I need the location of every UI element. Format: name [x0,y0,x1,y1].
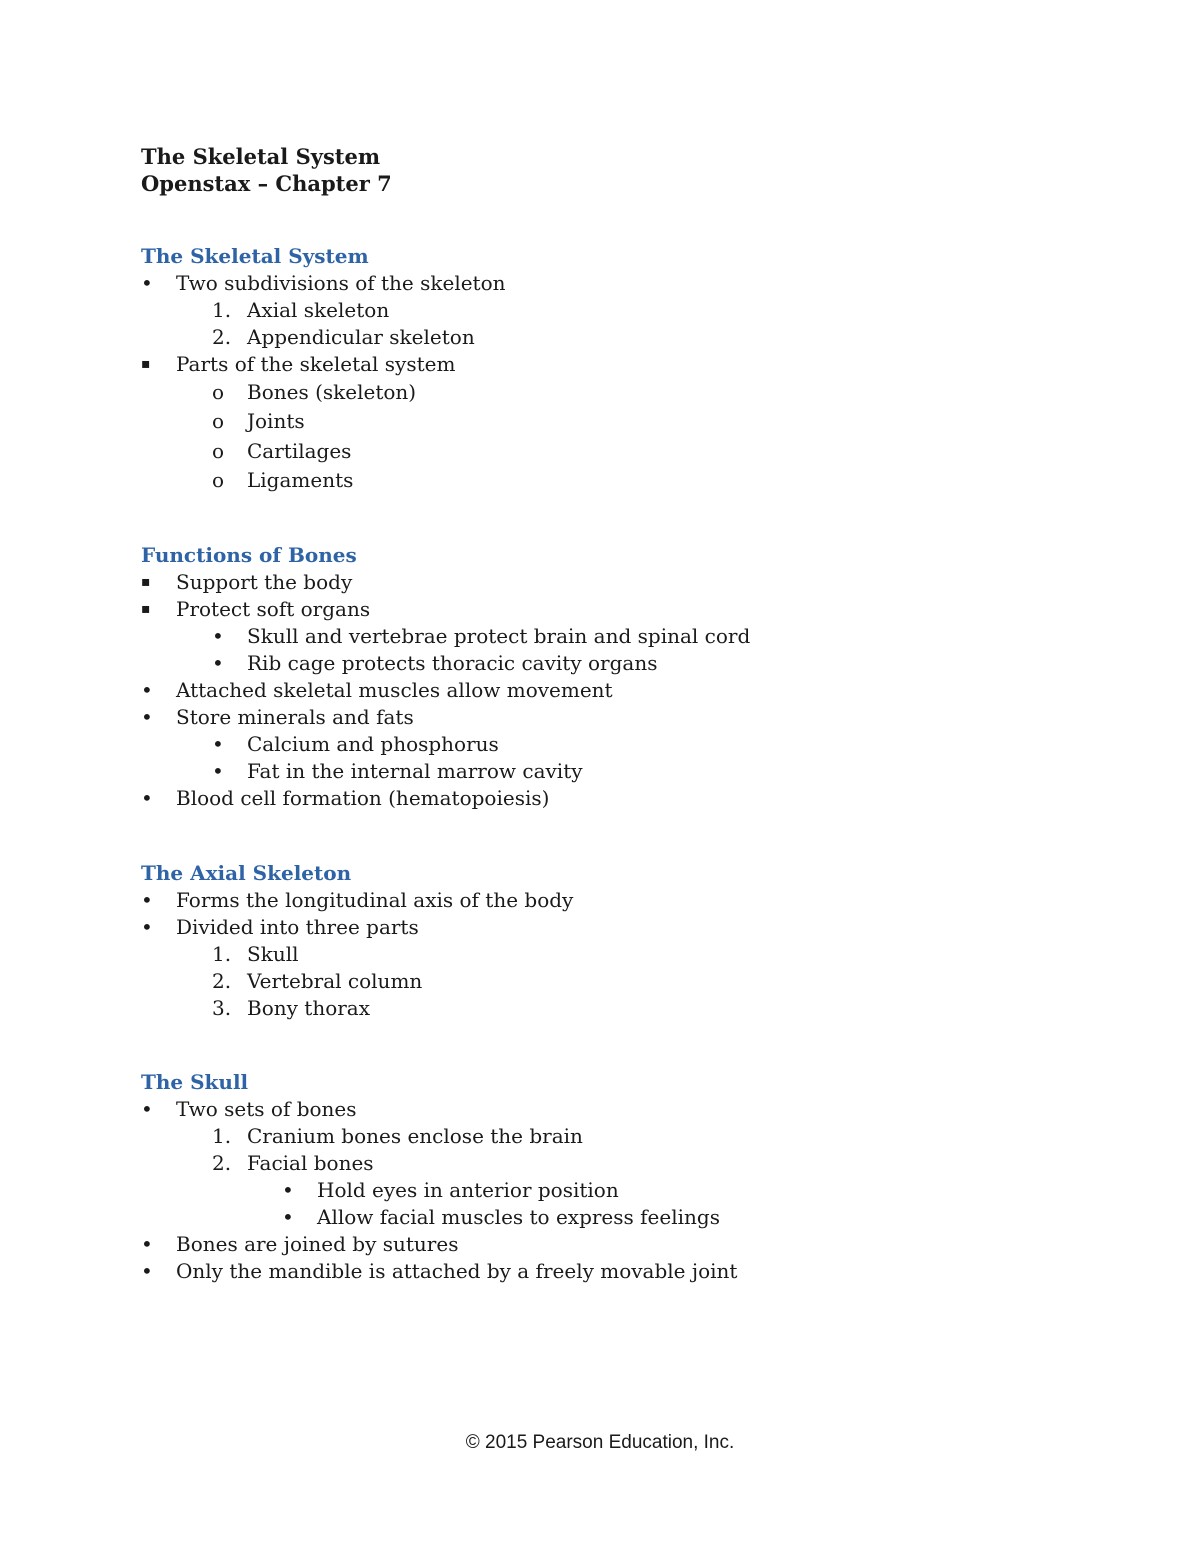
section-heading: The Skeletal System [141,244,369,268]
list-item-text: Bony thorax [247,996,370,1020]
bullet-marker: • [212,759,224,783]
list-item-text: Axial skeleton [247,298,390,322]
circle-bullet-marker: o [212,467,225,492]
section-skeletal-system [141,243,506,495]
list-item [141,569,750,596]
list-item [141,785,750,812]
section-heading: The Axial Skeleton [141,861,352,885]
bullet-marker: • [282,1178,294,1202]
list-item-text: Divided into three parts [176,915,419,939]
section-heading: Functions of Bones [141,543,357,567]
list-item-text: Appendicular skeleton [247,325,475,349]
bullet-marker: • [212,651,224,675]
list-item-text: Hold eyes in anterior position [317,1178,619,1202]
list-item-text: Allow facial muscles to express feelings [317,1205,720,1229]
section-heading: The Skull [141,1070,249,1094]
list-item [141,270,506,297]
list-item [141,1150,737,1177]
list-item [141,297,506,324]
bullet-marker: • [212,624,224,648]
list-item [141,758,750,785]
square-bullet-marker: ▪ [141,601,151,617]
circle-bullet-marker: o [212,380,225,404]
section-axial-skeleton [141,860,573,1022]
list-item-text: Parts of the skeletal system [176,352,456,376]
list-item-text: Ligaments [247,467,354,492]
document-title-block [141,143,392,197]
list-item [141,596,750,623]
list-item [141,914,573,941]
list-item [141,1231,737,1258]
number-marker: 2. [212,325,232,349]
list-item [141,324,506,351]
list-item [141,378,506,407]
list-item [141,1204,737,1231]
circle-bullet-marker: o [212,438,225,463]
copyright-footer: © 2015 Pearson Education, Inc. [465,1432,735,1453]
sub-list [141,378,506,495]
list-item-text: Fat in the internal marrow cavity [247,759,583,783]
list-item-text: Forms the longitudinal axis of the body [176,888,574,912]
bullet-marker: • [141,1097,153,1121]
number-marker: 1. [212,298,232,322]
list-item-text: Support the body [176,570,353,594]
list-item-text: Two sets of bones [176,1097,357,1121]
list-item-text: Two subdivisions of the skeleton [176,271,506,295]
square-bullet-marker: ▪ [141,574,151,590]
document-title: The Skeletal System [141,144,381,169]
list-item [141,704,750,731]
number-marker: 2. [212,1151,232,1175]
list-item-text: Protect soft organs [176,597,371,621]
list-item-text: Bones are joined by sutures [176,1232,459,1256]
list-item [141,995,573,1022]
list-item [141,407,506,436]
list-item [141,437,506,466]
list-item-text: Facial bones [247,1151,374,1175]
circle-bullet-marker: o [212,409,225,434]
list-item-text: Bones (skeleton) [247,380,417,404]
list-item-text: Vertebral column [247,969,423,993]
list-item-text: Rib cage protects thoracic cavity organs [247,651,658,675]
bullet-marker: • [141,705,153,729]
bullet-marker: • [282,1205,294,1229]
list-item [141,677,750,704]
list-item-text: Skull and vertebrae protect brain and spinal cord [247,624,751,648]
list-item [141,1177,737,1204]
list-item [141,650,750,677]
list-item [141,623,750,650]
section-functions-of-bones [141,542,750,812]
list-item [141,941,573,968]
list-item-text: Cartilages [247,438,352,463]
list-item [141,1258,737,1285]
list-item-text: Cranium bones enclose the brain [247,1124,583,1148]
list-item [141,887,573,914]
bullet-marker: • [141,1259,153,1283]
bullet-marker: • [141,888,153,912]
list-item [141,968,573,995]
document-subtitle: Openstax – Chapter 7 [141,171,392,196]
section-skull [141,1069,737,1285]
number-marker: 3. [212,996,232,1020]
list-item [141,1123,737,1150]
list-item [141,351,506,378]
bullet-marker: • [212,732,224,756]
list-item-text: Attached skeletal muscles allow movement [176,678,613,702]
number-marker: 1. [212,1124,232,1148]
list-item-text: Store minerals and fats [176,705,414,729]
list-item-text: Joints [247,409,305,434]
bullet-marker: • [141,1232,153,1256]
list-item-text: Only the mandible is attached by a freely movable joint [176,1259,738,1283]
bullet-marker: • [141,678,153,702]
square-bullet-marker: ▪ [141,356,151,372]
list-item [141,466,506,495]
bullet-marker: • [141,786,153,810]
list-item-text: Blood cell formation (hematopoiesis) [176,786,550,810]
list-item [141,1096,737,1123]
bullet-marker: • [141,271,153,295]
list-item-text: Skull [247,942,299,966]
number-marker: 1. [212,942,232,966]
list-item-text: Calcium and phosphorus [247,732,499,756]
bullet-marker: • [141,915,153,939]
list-item [141,731,750,758]
number-marker: 2. [212,969,232,993]
